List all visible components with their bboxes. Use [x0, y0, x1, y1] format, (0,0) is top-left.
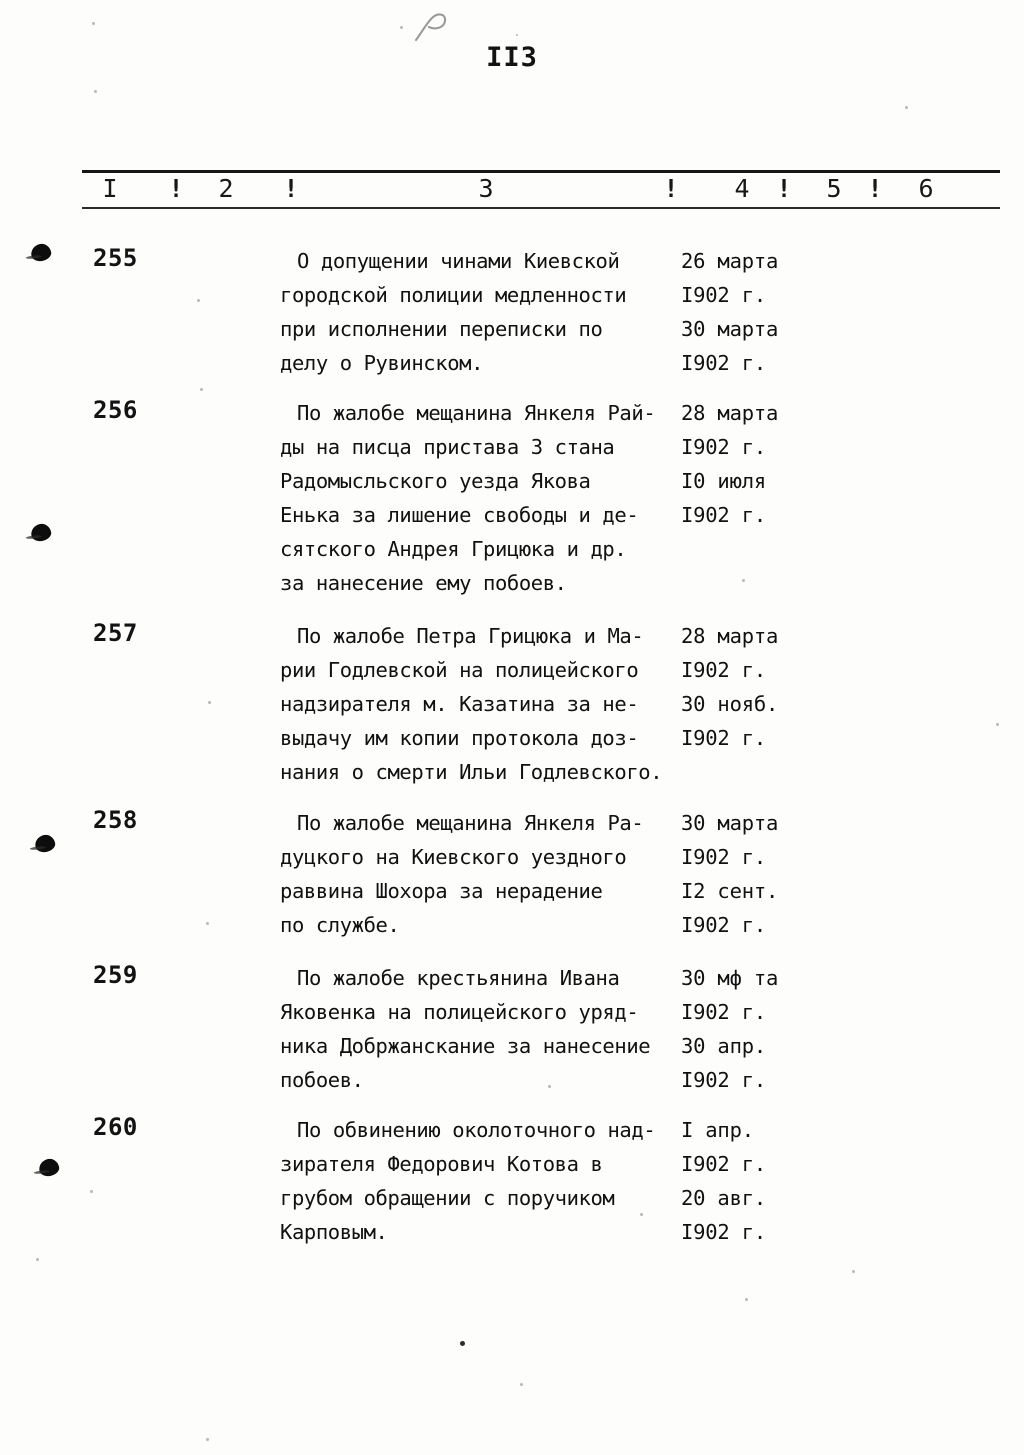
column-header-2: 2: [218, 174, 234, 203]
scan-speck: [996, 723, 999, 726]
date-line: I2 сент.: [681, 879, 779, 903]
margin-ink-blot: [29, 242, 52, 263]
date-line: I902 г.: [681, 726, 766, 750]
column-separator-3: !: [663, 174, 679, 203]
date-line: I902 г.: [681, 845, 766, 869]
entry-dates: [681, 396, 881, 532]
date-line: 30 марта: [681, 811, 779, 835]
date-line: I902 г.: [681, 1068, 766, 1092]
description-line: грубом обращении с поручиком: [280, 1186, 615, 1210]
entry-dates: [681, 619, 881, 755]
scan-speck: [208, 701, 211, 704]
description-line: Яковенка на полицейского уряд-: [280, 1000, 639, 1024]
column-header-1: I: [102, 174, 118, 203]
description-line: Радомысльского уезда Якова: [280, 469, 591, 493]
margin-ink-blot: [29, 522, 52, 543]
column-separator-4: !: [776, 174, 792, 203]
entry-dates: [681, 1113, 881, 1249]
description-line: По жалобе Петра Грицюка и Ма-: [297, 624, 644, 648]
date-line: I902 г.: [681, 658, 766, 682]
description-line: выдачу им копии протокола доз-: [280, 726, 639, 750]
scan-speck: [905, 106, 908, 109]
description-line: По жалобе крестьянина Ивана: [297, 966, 620, 990]
column-header-3: 3: [478, 174, 494, 203]
pencil-annotation-mark: [408, 10, 452, 44]
entry-description: [280, 396, 680, 600]
scan-speck: [520, 1383, 523, 1386]
description-line: дуцкого на Киевского уездного: [280, 845, 627, 869]
scan-speck: [94, 90, 97, 93]
date-line: 28 марта: [681, 401, 779, 425]
scan-speck: [36, 1258, 39, 1261]
description-line: надзирателя м. Казатина за не-: [280, 692, 639, 716]
description-line: По обвинению околоточного над-: [297, 1118, 656, 1142]
scan-speck: [852, 1270, 855, 1273]
entry-description: [280, 961, 680, 1097]
description-line: ды на писца пристава 3 стана: [280, 435, 615, 459]
description-line: О допущении чинами Киевской: [297, 249, 620, 273]
description-line: Карповым.: [280, 1220, 388, 1244]
entry-description: [280, 1113, 680, 1249]
scan-speck: [460, 1341, 465, 1346]
margin-ink-blot: [33, 833, 56, 854]
date-line: I902 г.: [681, 1220, 766, 1244]
entry-dates: [681, 961, 881, 1097]
date-line: 30 апр.: [681, 1034, 766, 1058]
description-line: сятского Андрея Грицюка и др.: [280, 537, 627, 561]
scan-speck: [197, 299, 200, 302]
entry-number: 257: [93, 619, 138, 647]
column-header-6: 6: [918, 174, 934, 203]
entry-dates: [681, 806, 881, 942]
description-line: рии Годлевской на полицейского: [280, 658, 639, 682]
description-line: раввина Шохора за нерадение: [280, 879, 603, 903]
entry-description: [280, 244, 680, 380]
description-line: побоев.: [280, 1068, 364, 1092]
description-line: ника Добржанскание за нанесение: [280, 1034, 651, 1058]
date-line: I902 г.: [681, 435, 766, 459]
date-line: 30 нояб.: [681, 692, 779, 716]
description-line: зирателя Федорович Котова в: [280, 1152, 603, 1176]
margin-ink-blot: [37, 1157, 60, 1178]
entry-number: 260: [93, 1113, 138, 1141]
page-number: II3: [486, 42, 538, 73]
description-line: По жалобе мещанина Янкеля Ра-: [297, 811, 644, 835]
description-line: городской полиции медленности: [280, 283, 627, 307]
column-separator-1: !: [168, 174, 184, 203]
date-line: 26 марта: [681, 249, 779, 273]
entry-dates: [681, 244, 881, 380]
entry-description: [280, 619, 680, 789]
scan-speck: [742, 579, 745, 582]
date-line: I апр.: [681, 1118, 754, 1142]
scan-speck: [206, 922, 209, 925]
description-line: делу о Рувинском.: [280, 351, 484, 375]
header-rule-top: [82, 170, 1000, 173]
description-line: нания о смерти Ильи Годлевского.: [280, 760, 663, 784]
scan-speck: [400, 26, 403, 29]
column-header-5: 5: [826, 174, 842, 203]
entry-number: 258: [93, 806, 138, 834]
date-line: I902 г.: [681, 913, 766, 937]
description-line: Енька за лишение свободы и де-: [280, 503, 639, 527]
scan-speck: [90, 1190, 93, 1193]
column-header-4: 4: [734, 174, 750, 203]
header-rule-bottom: [82, 207, 1000, 209]
date-line: 30 марта: [681, 317, 779, 341]
date-line: 30 мф та: [681, 966, 779, 990]
description-line: при исполнении переписки по: [280, 317, 603, 341]
date-line: I902 г.: [681, 503, 766, 527]
date-line: 28 марта: [681, 624, 779, 648]
date-line: I902 г.: [681, 283, 766, 307]
scan-speck: [206, 1438, 209, 1441]
date-line: I902 г.: [681, 1152, 766, 1176]
date-line: 20 авг.: [681, 1186, 766, 1210]
date-line: I902 г.: [681, 351, 766, 375]
entry-number: 256: [93, 396, 138, 424]
description-line: по службе.: [280, 913, 400, 937]
date-line: I902 г.: [681, 1000, 766, 1024]
column-separator-2: !: [283, 174, 299, 203]
column-separator-5: !: [867, 174, 883, 203]
entry-number: 255: [93, 244, 138, 272]
description-line: за нанесение ему побоев.: [280, 571, 567, 595]
entry-description: [280, 806, 680, 942]
scan-speck: [92, 22, 95, 25]
scan-speck: [200, 388, 203, 391]
date-line: I0 июля: [681, 469, 766, 493]
scan-speck: [516, 34, 518, 36]
entry-number: 259: [93, 961, 138, 989]
scan-speck: [745, 1298, 748, 1301]
description-line: По жалобе мещанина Янкеля Рай-: [297, 401, 656, 425]
